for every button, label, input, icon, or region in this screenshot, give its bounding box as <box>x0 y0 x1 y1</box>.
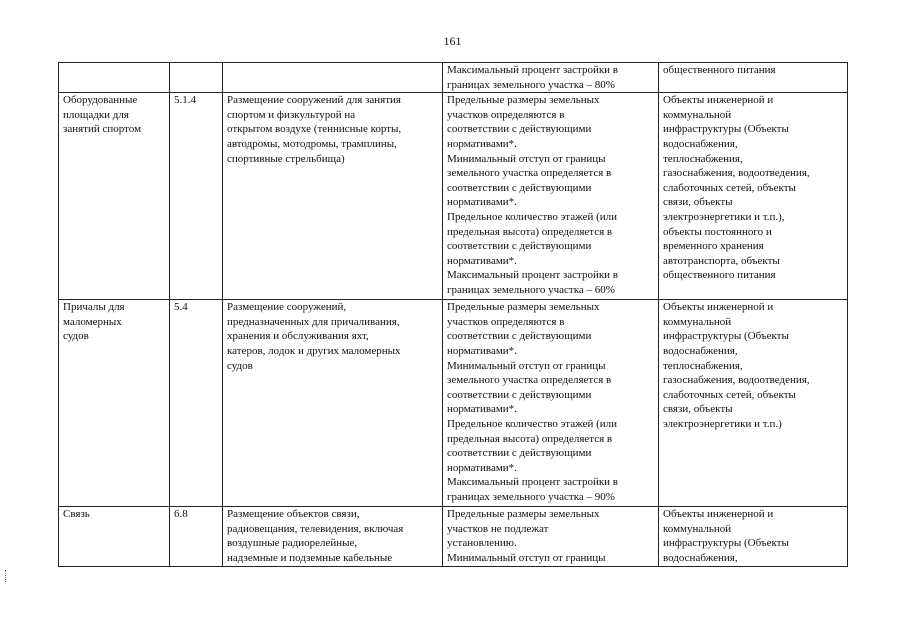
auxiliary-uses-cell <box>659 300 848 507</box>
parameters-cell <box>443 63 659 93</box>
table-row <box>59 507 848 566</box>
scan-edge-mark <box>5 570 8 582</box>
cell-text-line: Предельные размеры земельных <box>447 301 600 314</box>
cell-text-line: открытом воздухе (теннисные корты, <box>227 123 402 136</box>
cell-text-line: 5.1.4 <box>174 94 196 107</box>
cell-text-line: коммунальной <box>663 108 732 121</box>
cell-text-line: инфраструктуры (Объекты <box>663 537 789 550</box>
cell-text-line: предельная высота) определяется в <box>447 432 613 445</box>
land-use-description-cell <box>223 507 443 566</box>
cell-text-line: коммунальной <box>663 315 732 328</box>
cell-text-line: судов <box>63 330 89 343</box>
cell-text-line: границах земельного участка – 60% <box>447 283 615 296</box>
cell-text-line: Причалы для <box>63 301 125 314</box>
cell-text-line: воздушные радиорелейные, <box>227 537 358 550</box>
cell-text-line: общественного питания <box>663 269 776 282</box>
cell-text-line: водоснабжения, <box>663 551 738 564</box>
land-use-code-cell <box>170 93 223 300</box>
cell-text-line: автодромы, мотодромы, трамплины, <box>227 137 397 150</box>
zoning-regulations-table <box>58 62 848 567</box>
cell-text-line: газоснабжения, водоотведения, <box>663 374 810 387</box>
page-number: 161 <box>443 34 462 48</box>
table-row <box>59 300 848 507</box>
cell-text-line: инфраструктуры (Объекты <box>663 123 789 136</box>
cell-text-line: границах земельного участка – 90% <box>447 490 615 503</box>
cell-text-line: инфраструктуры (Объекты <box>663 330 789 343</box>
cell-text-line: нормативами*. <box>447 461 517 474</box>
cell-text-line: Минимальный отступ от границы <box>447 359 606 372</box>
cell-text-line: участков определяются в <box>447 315 565 328</box>
cell-text-line: Размещение объектов связи, <box>227 508 360 521</box>
cell-text-line: Объекты инженерной и <box>663 508 774 521</box>
land-use-description-cell <box>223 63 443 93</box>
land-use-name-cell <box>59 507 170 566</box>
cell-text-line: связи, объекты <box>663 403 733 416</box>
cell-text-line: спортом и физкультурой на <box>227 108 356 121</box>
cell-text-line: общественного питания <box>663 64 776 76</box>
cell-text-line: участков определяются в <box>447 108 565 121</box>
cell-text-line: временного хранения <box>663 240 764 253</box>
cell-text-line: Предельные размеры земельных <box>447 94 600 107</box>
cell-text-line: водоснабжения, <box>663 344 738 357</box>
cell-text-line: хранения и обслуживания яхт, <box>227 330 369 343</box>
cell-text-line: предназначенных для причаливания, <box>227 315 400 328</box>
cell-text-line: объекты постоянного и <box>663 225 772 238</box>
cell-text-line: площадки для <box>63 108 129 121</box>
cell-text-line: слаботочных сетей, объекты <box>663 388 796 401</box>
land-use-code-cell <box>170 507 223 566</box>
cell-text-line: соответствии с действующими <box>447 388 592 401</box>
cell-text-line: нормативами*. <box>447 196 517 209</box>
cell-text-line: маломерных <box>63 315 122 328</box>
cell-text-line: границах земельного участка – 80% <box>447 78 615 91</box>
parameters-cell <box>443 93 659 300</box>
cell-text-line: Предельные размеры земельных <box>447 508 600 521</box>
land-use-description-cell <box>223 93 443 300</box>
cell-text-line: соответствии с действующими <box>447 123 592 136</box>
parameters-cell <box>443 507 659 566</box>
cell-text-line: нормативами*. <box>447 137 517 150</box>
cell-text-line: соответствии с действующими <box>447 240 592 253</box>
cell-text-line: земельного участка определяется в <box>447 374 612 387</box>
cell-text-line: нормативами*. <box>447 344 517 357</box>
cell-text-line: Связь <box>63 508 90 521</box>
land-use-name-cell <box>59 93 170 300</box>
cell-text-line: нормативами*. <box>447 254 517 267</box>
cell-text-line: коммунальной <box>663 522 732 535</box>
cell-text-line: Минимальный отступ от границы <box>447 152 606 165</box>
cell-text-line: Предельное количество этажей (или <box>447 417 618 430</box>
land-use-code-cell <box>170 63 223 93</box>
auxiliary-uses-cell <box>659 93 848 300</box>
land-use-code-cell <box>170 300 223 507</box>
cell-text-line: соответствии с действующими <box>447 330 592 343</box>
table-row <box>59 93 848 300</box>
auxiliary-uses-cell <box>659 507 848 566</box>
land-use-description-cell <box>223 300 443 507</box>
parameters-cell <box>443 300 659 507</box>
cell-text-line: катеров, лодок и других маломерных <box>227 344 401 357</box>
cell-text-line: Минимальный отступ от границы <box>447 551 606 564</box>
cell-text-line: теплоснабжения, <box>663 359 743 372</box>
cell-text-line: Размещение сооружений, <box>227 301 347 314</box>
cell-text-line: судов <box>227 359 253 372</box>
land-use-name-cell <box>59 63 170 93</box>
cell-text-line: Объекты инженерной и <box>663 301 774 314</box>
cell-text-line: газоснабжения, водоотведения, <box>663 167 810 180</box>
cell-text-line: нормативами*. <box>447 403 517 416</box>
cell-text-line: Размещение сооружений для занятия <box>227 94 401 107</box>
cell-text-line: электроэнергетики и т.п.) <box>663 417 782 430</box>
cell-text-line: Максимальный процент застройки в <box>447 269 618 282</box>
cell-text-line: соответствии с действующими <box>447 447 592 460</box>
cell-text-line: теплоснабжения, <box>663 152 743 165</box>
cell-text-line: слаботочных сетей, объекты <box>663 181 796 194</box>
cell-text-line: связи, объекты <box>663 196 733 209</box>
cell-text-line: Оборудованные <box>63 94 138 107</box>
cell-text-line: электроэнергетики и т.п.), <box>663 210 785 223</box>
cell-text-line: занятий спортом <box>63 123 142 136</box>
cell-text-line: Предельное количество этажей (или <box>447 210 618 223</box>
cell-text-line: автотранспорта, объекты <box>663 254 780 267</box>
cell-text-line: участков не подлежат <box>447 522 549 535</box>
land-use-name-cell <box>59 300 170 507</box>
cell-text-line: Объекты инженерной и <box>663 94 774 107</box>
cell-text-line: Максимальный процент застройки в <box>447 476 618 489</box>
cell-text-line: спортивные стрельбища) <box>227 152 345 165</box>
table-row <box>59 63 848 93</box>
cell-text-line: радиовещания, телевидения, включая <box>227 522 404 535</box>
cell-text-line: водоснабжения, <box>663 137 738 150</box>
auxiliary-uses-cell <box>659 63 848 93</box>
cell-text-line: Максимальный процент застройки в <box>447 64 618 76</box>
cell-text-line: предельная высота) определяется в <box>447 225 613 238</box>
cell-text-line: соответствии с действующими <box>447 181 592 194</box>
cell-text-line: надземные и подземные кабельные <box>227 551 393 564</box>
cell-text-line: 5.4 <box>174 301 188 314</box>
cell-text-line: земельного участка определяется в <box>447 167 612 180</box>
cell-text-line: 6.8 <box>174 508 188 521</box>
cell-text-line: установлению. <box>447 537 517 550</box>
